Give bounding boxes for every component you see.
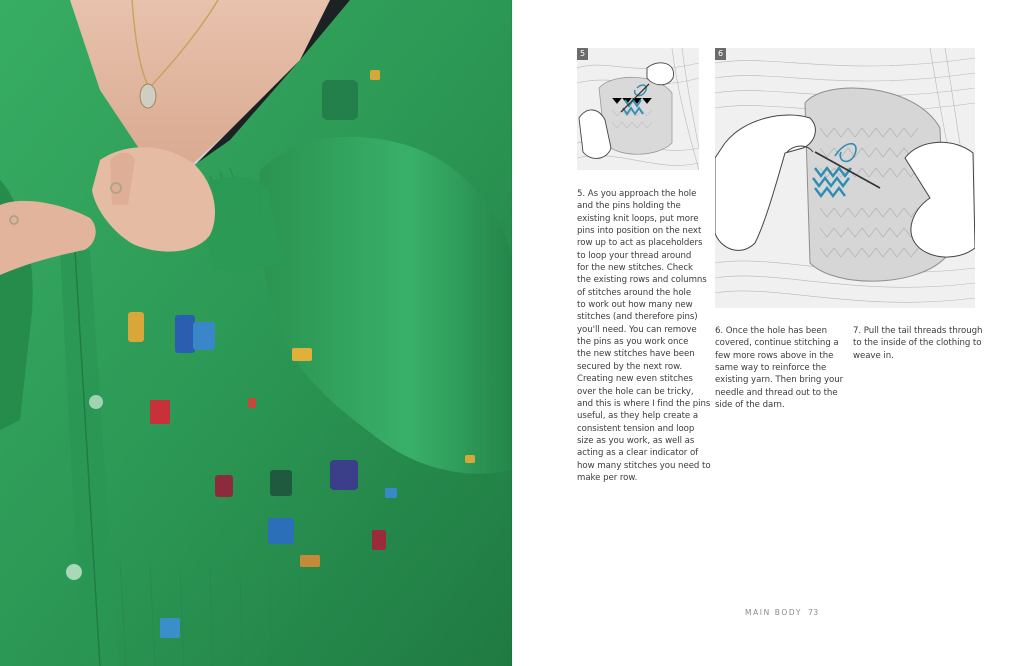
- step-5-line: secured by the next row.: [577, 361, 683, 372]
- step-6-line: side of the darn.: [715, 400, 785, 411]
- step-6-line: covered, continue stitching a: [715, 338, 839, 349]
- step-5-line: and this is where I find the pins: [577, 398, 711, 409]
- figure-5: [577, 48, 699, 170]
- step-7-line: weave in.: [853, 350, 894, 361]
- step-6-line: 6. Once the hole has been: [715, 326, 827, 336]
- step-7-text: [853, 325, 982, 362]
- page-gutter: [511, 0, 513, 666]
- step-5-line: useful, as they help create a: [577, 411, 699, 422]
- step-5-text: [577, 188, 711, 484]
- step-5-line: for the new stitches. Check: [577, 263, 693, 274]
- figure-6-number: 6: [715, 48, 726, 60]
- step-5-line: 5. As you approach the hole: [577, 189, 697, 199]
- page-footer: [745, 608, 819, 617]
- step-5-line: to work out how many new: [577, 300, 693, 311]
- step-5-line: acting as a clear indicator of: [577, 448, 699, 459]
- step-5-line: of stitches around the hole: [577, 287, 692, 298]
- step-7-line: 7. Pull the tail threads through: [853, 326, 983, 336]
- step-5-line: over the hole can be tricky,: [577, 386, 694, 397]
- step-7-line: to the inside of the clothing to: [853, 338, 982, 349]
- step-5-line: pins into position on the next: [577, 226, 702, 237]
- figure-6-illustration: [715, 48, 975, 308]
- step-5-line: and the pins holding the: [577, 201, 681, 212]
- step-6-line: same way to reinforce the: [715, 363, 827, 374]
- step-5-line: size as you work, as well as: [577, 435, 695, 446]
- step-5-line: Creating new even stitches: [577, 374, 693, 385]
- figure-6: [715, 48, 975, 308]
- figure-5-illustration: [577, 48, 699, 170]
- step-5-line: make per row.: [577, 472, 638, 483]
- step-6-text: [715, 325, 843, 411]
- step-5-line: how many stitches you need to: [577, 460, 711, 471]
- page-number: 73: [808, 608, 819, 617]
- step-6-line: needle and thread out to the: [715, 387, 838, 398]
- step-5-line: the existing rows and columns: [577, 275, 707, 286]
- step-6-line: few more rows above in the: [715, 350, 834, 361]
- step-6-line: existing yarn. Then bring your: [715, 375, 844, 386]
- step-5-line: the new stitches have been: [577, 349, 695, 360]
- step-5-line: the pins as you work once: [577, 337, 689, 348]
- step-5-line: to loop your thread around: [577, 250, 692, 261]
- step-5-line: existing knit loops, put more: [577, 213, 699, 224]
- step-5-line: row up to act as placeholders: [577, 238, 703, 249]
- step-5-line: consistent tension and loop: [577, 423, 695, 434]
- running-footer-section: MAIN BODY: [745, 608, 803, 617]
- figure-5-number: 5: [577, 48, 588, 60]
- step-5-line: stitches (and therefore pins): [577, 312, 698, 323]
- step-5-line: you'll need. You can remove: [577, 324, 697, 335]
